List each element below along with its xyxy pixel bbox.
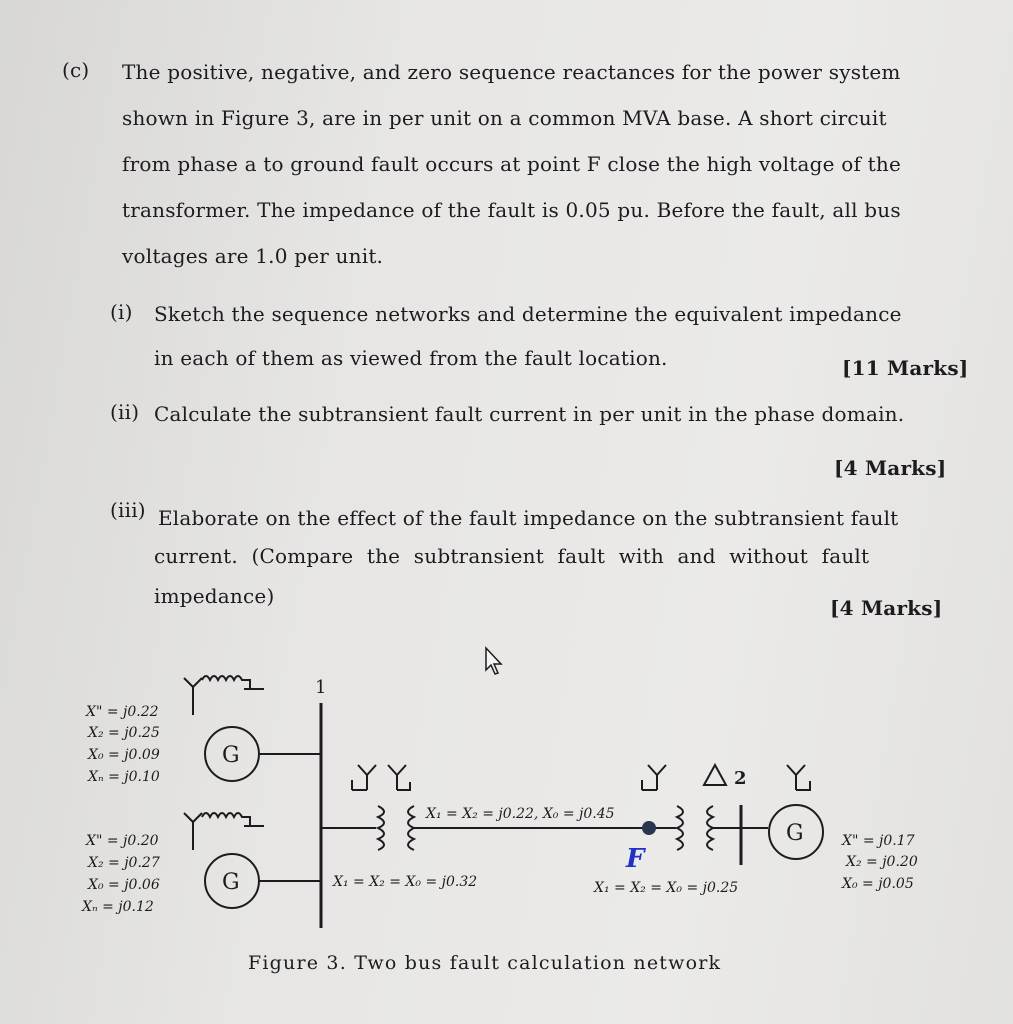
gen3-x0: X₀ = j0.05 bbox=[842, 876, 914, 892]
intro-line-3: from phase a to ground fault occurs at point F close the high voltage of the bbox=[122, 152, 901, 176]
generator-2-neutral-icon bbox=[184, 813, 264, 850]
gen3-x2: X₂ = j0.20 bbox=[846, 854, 918, 870]
intro-line-5: voltages are 1.0 per unit. bbox=[122, 244, 384, 268]
gen2-x-subtransient: X" = j0.20 bbox=[86, 833, 159, 849]
fault-point-dot bbox=[642, 821, 656, 835]
part-i-line-1: Sketch the sequence networks and determine the equivalent impedance bbox=[154, 302, 902, 326]
bus-2-label: 2 bbox=[734, 768, 747, 789]
gen2-x0: X₀ = j0.06 bbox=[88, 877, 160, 893]
bus-1-label: 1 bbox=[315, 677, 327, 698]
transformer-2-delta-icon bbox=[704, 765, 726, 785]
generator-3-symbol: G bbox=[786, 821, 804, 846]
part-iii-line-2: current. (Compare the subtransient fault with and without fault bbox=[154, 544, 870, 568]
mouse-cursor-icon bbox=[486, 648, 501, 674]
fault-label: F bbox=[626, 844, 645, 874]
line-impedance-label: X₁ = X₂ = j0.22, X₀ = j0.45 bbox=[426, 806, 615, 822]
gen1-x0: X₀ = j0.09 bbox=[88, 747, 160, 763]
part-i-marks: [11 Marks] bbox=[842, 356, 969, 380]
transformer-1-winding-icon bbox=[378, 806, 414, 850]
transformer-1-wye-grounded-icon bbox=[352, 765, 410, 790]
part-ii-label: (ii) bbox=[110, 400, 140, 424]
intro-line-4: transformer. The impedance of the fault is 0.05 pu. Before the fault, all bus bbox=[122, 198, 901, 222]
generator-1-neutral-icon bbox=[184, 676, 264, 715]
part-ii-line-1: Calculate the subtransient fault current in per unit in the phase domain. bbox=[154, 402, 905, 426]
question-label: (c) bbox=[62, 58, 90, 82]
gen1-xn: Xₙ = j0.10 bbox=[88, 769, 160, 785]
generator-2-symbol: G bbox=[222, 870, 240, 895]
gen3-x-subtransient: X" = j0.17 bbox=[842, 833, 915, 849]
part-iii-line-3: impedance) bbox=[154, 584, 275, 608]
part-iii-line-1: Elaborate on the effect of the fault impedance on the subtransient fault bbox=[158, 506, 899, 530]
intro-line-2: shown in Figure 3, are in per unit on a common MVA base. A short circuit bbox=[122, 106, 887, 130]
gen2-x2: X₂ = j0.27 bbox=[88, 855, 160, 871]
transformer-2-winding-icon bbox=[677, 806, 713, 850]
transformer-1-impedance-label: X₁ = X₂ = X₀ = j0.32 bbox=[333, 874, 478, 890]
transformer-2-impedance-label: X₁ = X₂ = X₀ = j0.25 bbox=[594, 880, 739, 896]
gen1-x2: X₂ = j0.25 bbox=[88, 725, 160, 741]
figure-caption: Figure 3. Two bus fault calculation network bbox=[248, 952, 722, 974]
intro-line-1: The positive, negative, and zero sequence reactances for the power system bbox=[122, 60, 901, 84]
generator-1-symbol: G bbox=[222, 743, 240, 768]
part-i-label: (i) bbox=[110, 300, 133, 324]
gen2-xn: Xₙ = j0.12 bbox=[82, 899, 154, 915]
generator-3-wye-grounded-icon bbox=[787, 765, 810, 790]
part-iii-label: (iii) bbox=[110, 498, 146, 522]
gen1-x-subtransient: X" = j0.22 bbox=[86, 704, 159, 720]
part-ii-marks: [4 Marks] bbox=[834, 456, 947, 480]
transformer-2-wye-grounded-icon bbox=[642, 765, 666, 790]
part-i-line-2: in each of them as viewed from the fault location. bbox=[154, 346, 668, 370]
part-iii-marks: [4 Marks] bbox=[830, 596, 943, 620]
